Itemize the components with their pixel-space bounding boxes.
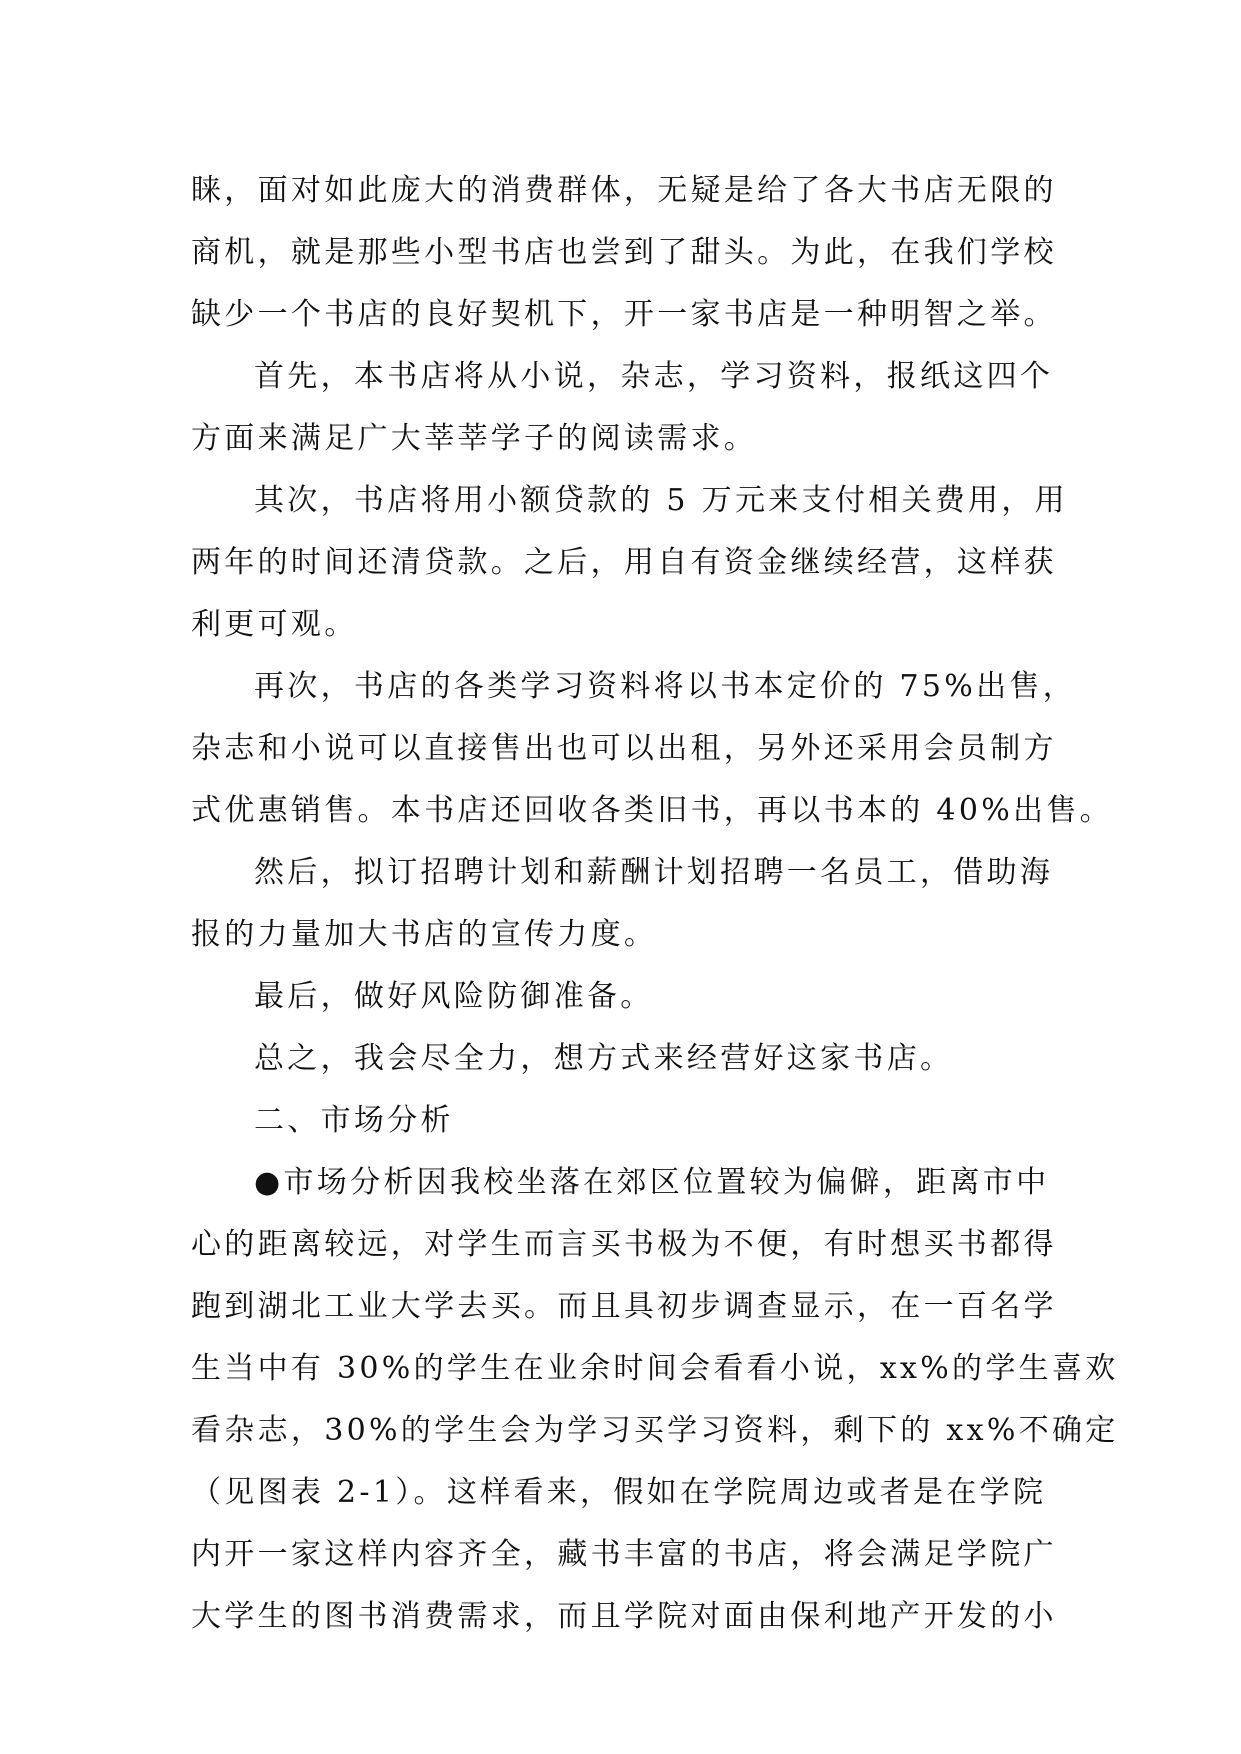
text-line: 内开一家这样内容齐全，藏书丰富的书店，将会满足学院广 <box>191 1537 1057 1572</box>
text-line: 心的距离较远，对学生而言买书极为不便，有时想买书都得 <box>191 1227 1057 1262</box>
text-line: 然后，拟订招聘计划和薪酬计划招聘一名员工，借助海 <box>254 855 1054 890</box>
text-line: 首先，本书店将从小说，杂志，学习资料，报纸这四个 <box>254 359 1054 394</box>
text-line: （见图表 2-1）。这样看来，假如在学院周边或者是在学院 <box>191 1475 1047 1510</box>
text-line: 二、市场分析 <box>254 1103 454 1138</box>
text-line: 再次，书店的各类学习资料将以书本定价的 75%出售， <box>254 669 1077 704</box>
text-line: 利更可观。 <box>191 607 358 642</box>
text-line: 方面来满足广大莘莘学子的阅读需求。 <box>191 421 758 456</box>
text-line: 报的力量加大书店的宣传力度。 <box>191 917 658 952</box>
text-line: 其次，书店将用小额贷款的 5 万元来支付相关费用，用 <box>254 483 1068 518</box>
text-line: 大学生的图书消费需求，而且学院对面由保利地产开发的小 <box>191 1599 1057 1634</box>
text-line: 最后，做好风险防御准备。 <box>254 979 654 1014</box>
text-line: ●市场分析因我校坐落在郊区位置较为偏僻，距离市中 <box>254 1165 1050 1200</box>
text-line: 商机，就是那些小型书店也尝到了甜头。为此，在我们学校 <box>191 235 1057 270</box>
text-line: 看杂志，30%的学生会为学习买学习资料，剩下的 xx%不确定 <box>191 1413 1119 1448</box>
text-line: 睐，面对如此庞大的消费群体，无疑是给了各大书店无限的 <box>191 173 1057 208</box>
text-line: 缺少一个书店的良好契机下，开一家书店是一种明智之举。 <box>191 297 1057 332</box>
text-line: 总之，我会尽全力，想方式来经营好这家书店。 <box>254 1041 954 1076</box>
text-line: 生当中有 30%的学生在业余时间会看看小说，xx%的学生喜欢 <box>191 1351 1119 1386</box>
document-body <box>191 160 1119 1648</box>
text-line: 跑到湖北工业大学去买。而且具初步调查显示，在一百名学 <box>191 1289 1057 1324</box>
text-line: 杂志和小说可以直接售出也可以出租，另外还采用会员制方 <box>191 731 1057 766</box>
text-line: 式优惠销售。本书店还回收各类旧书，再以书本的 40%出售。 <box>191 793 1113 828</box>
text-line: 两年的时间还清贷款。之后，用自有资金继续经营，这样获 <box>191 545 1057 580</box>
